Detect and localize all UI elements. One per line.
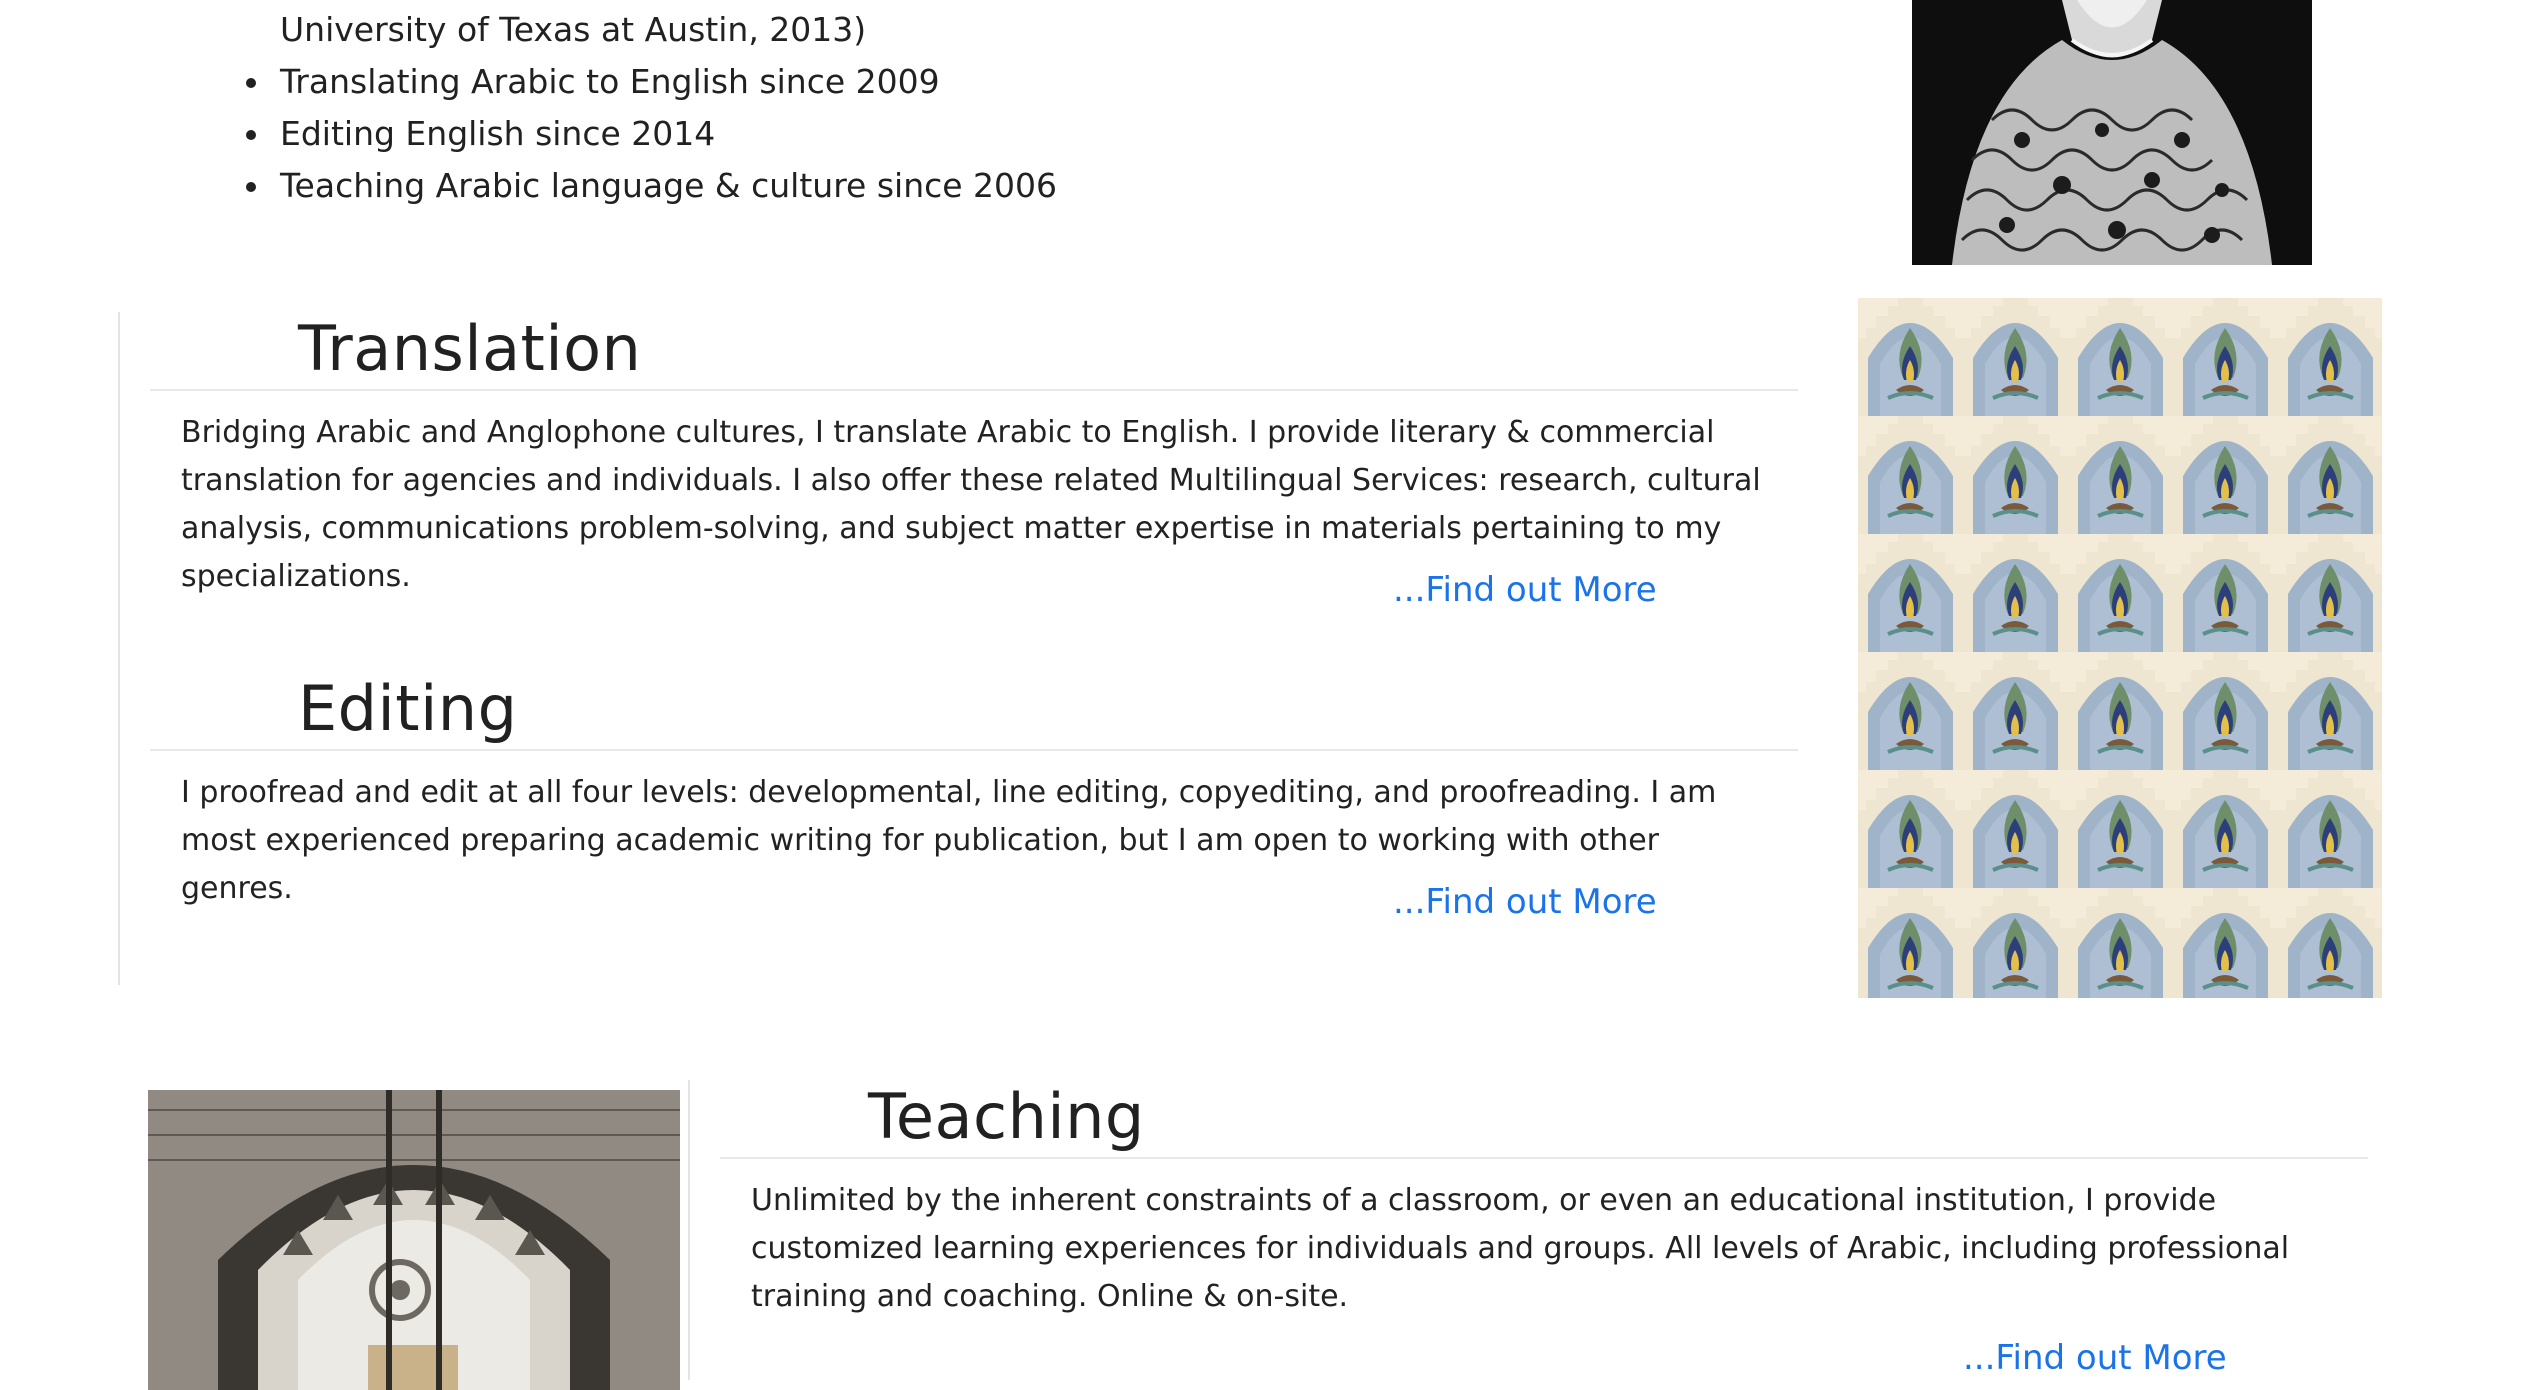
translation-heading: Translation xyxy=(298,312,642,385)
teaching-heading: Teaching xyxy=(868,1080,1145,1153)
teaching-find-out-more-link[interactable]: ...Find out More xyxy=(1963,1338,2227,1378)
credential-item: University of Texas at Austin, 2013) xyxy=(280,0,1660,56)
portrait-photo xyxy=(1912,0,2312,265)
moroccan-tile-image xyxy=(1858,298,2382,998)
translation-description: Bridging Arabic and Anglophone cultures, I translate Arabic to English. I provide literary & commercial translation for agencies and individuals. I also offer these related Multilingual Services: research, cultural analysis, communications problem-solving, and subject matter expertise in materials pertaining to my specializations. xyxy=(181,415,1761,594)
services-divider xyxy=(118,312,120,985)
credential-item: Translating Arabic to English since 2009 xyxy=(280,56,1680,108)
translation-rule xyxy=(150,389,1798,391)
editing-rule xyxy=(150,749,1798,751)
editing-description: I proofread and edit at all four levels: developmental, line editing, copyediting, and proofreading. I am most experienced preparing academic writing for publication, but I am open to working with other genres. xyxy=(181,775,1717,906)
credential-item: Editing English since 2014 xyxy=(280,108,1680,160)
teaching-divider xyxy=(688,1080,690,1380)
teaching-description: Unlimited by the inherent constraints of a classroom, or even an educational institution, I provide customized learning experiences for individuals and groups. All levels of Arabic, including professional training and coaching. Online & on-site. xyxy=(751,1183,2290,1314)
credentials-list xyxy=(280,0,1680,212)
credential-item: Teaching Arabic language & culture since 2006 xyxy=(280,160,1680,212)
editing-find-out-more-link[interactable]: ...Find out More xyxy=(1393,882,1657,922)
archway-photo xyxy=(148,1090,680,1390)
editing-heading: Editing xyxy=(298,672,518,745)
translation-find-out-more-link[interactable]: ...Find out More xyxy=(1393,570,1657,610)
teaching-rule xyxy=(720,1157,2368,1159)
